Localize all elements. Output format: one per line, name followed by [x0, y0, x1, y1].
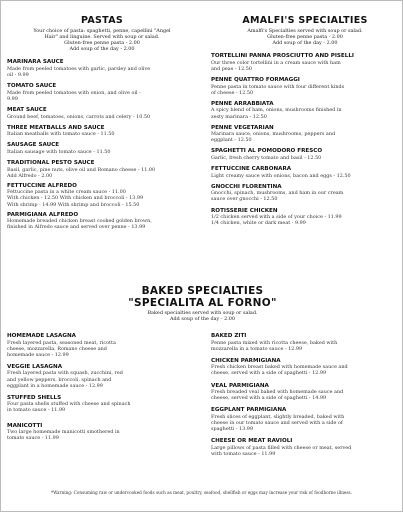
menu-item	[7, 183, 197, 208]
item-name: PENNE ARRABBIATA	[211, 100, 274, 107]
item-desc: homemade sauce - 12.99	[7, 351, 69, 358]
item-desc: zesty marinara - 12.50	[211, 113, 267, 120]
item-name: PARMIGIANA ALFREDO	[7, 211, 79, 218]
food-safety-warning: *Warning: Consuming raw or undercooked foods such as meat, poultry, seafood, shellfish or eggs may increase your risk of foodborne illness.	[50, 490, 352, 495]
menu-item	[7, 125, 197, 138]
item-name: MEAT SAUCE	[7, 106, 47, 113]
item-desc: Fresh slices of eggplant, slightly breaded, baked with	[211, 413, 345, 420]
pastas-intro-line: Gluten-free penne pasta - 2.00	[64, 40, 140, 47]
item-desc: eggplant - 12.50	[211, 137, 252, 144]
item-name: FETTUCCINE CARBONARA	[211, 166, 292, 173]
item-name: THREE MEATBALLS AND SAUCE	[7, 124, 105, 131]
item-desc: 1/4 chicken, white or dark meat - 9.99	[211, 220, 306, 227]
item-desc: Made from peeled tomatoes with garlic, parsley and olive	[7, 65, 151, 72]
menu-item	[211, 383, 401, 402]
item-name: SAUSAGE SAUCE	[7, 142, 60, 149]
specialties-intro-line: Add soup of the day - 2.00	[272, 40, 338, 47]
menu-item	[211, 208, 399, 227]
baked-title: BAKED SPECIALTIES	[141, 285, 264, 297]
item-desc: Ground beef, tomatoes, onions, carrots and celery - 10.50	[7, 113, 151, 120]
item-desc: sauce over gnocchi - 12.50	[211, 196, 278, 203]
menu-item	[7, 142, 197, 155]
specialties-title: AMALFI'S SPECIALTIES	[242, 15, 368, 26]
item-desc: and yellow peppers, broccoli, spinach and	[7, 376, 112, 383]
item-name: MANICOTTI	[7, 422, 43, 429]
menu-item	[211, 53, 399, 72]
menu-item	[7, 395, 199, 414]
specialties-intro	[211, 28, 399, 46]
item-desc: finished in Alfredo sauce and served over penne - 13.99	[7, 224, 146, 231]
specialties-intro-line: Amalfi's Specialties served with soup or salad.	[247, 28, 363, 34]
item-name: ROTISSERIE CHICKEN	[211, 207, 278, 214]
item-desc: Italian sausage with tomato sauce - 11.50	[7, 148, 111, 155]
item-desc: Two large homemade manicotti smothered in	[7, 429, 120, 436]
menu-item	[211, 148, 399, 161]
menu-item	[211, 101, 399, 120]
item-desc: with tomato sauce - 11.99	[211, 450, 276, 457]
item-desc: Penne pasta in tomato sauce with four different kinds	[211, 83, 345, 90]
item-desc: Homemade breaded chicken breast cooked golden brown,	[7, 218, 152, 225]
item-name: BAKED ZITI	[211, 333, 247, 339]
item-desc: Italian meatballs with tomato sauce - 11.50	[7, 131, 115, 138]
item-desc: Light creamy sauce with onions, bacon and eggs - 12.50	[211, 172, 351, 179]
baked-right-list	[211, 333, 401, 457]
item-name: VEAL PARMIGIANA	[211, 382, 269, 389]
item-name: PENNE VEGETARIAN	[211, 124, 274, 131]
pastas-list	[7, 59, 197, 230]
item-desc: eggplant in a homemade sauce - 12.99	[7, 382, 103, 389]
item-desc: Made from peeled tomatoes with onion, and olive oil -	[7, 89, 141, 96]
item-name: EGGPLANT PARMIGIANA	[211, 407, 287, 414]
item-desc: Penne pasta mixed with ricotta cheese, baked with	[211, 339, 338, 346]
menu-item	[7, 83, 197, 102]
pastas-section	[7, 15, 197, 230]
item-desc: Add Alfredo - 2.00	[7, 172, 53, 179]
item-desc: Fresh chicken breast baked with homemade sauce and	[211, 364, 348, 371]
item-name: FETTUCCINE ALFREDO	[7, 182, 77, 189]
item-name: TORTELLINI PANNA PROSCIUTTO AND PISELLI	[211, 53, 354, 60]
item-desc: cheese in our tomato sauce and served with a side of	[211, 420, 343, 427]
item-desc: Marinara sauce, onions, mushrooms, peppers and	[211, 131, 336, 138]
item-desc: tomato sauce - 11.99	[7, 435, 59, 442]
item-desc: of cheese - 12.50	[211, 89, 254, 96]
item-name: VEGGIE LASAGNA	[7, 363, 63, 370]
item-name: STUFFED SHELLS	[7, 394, 62, 401]
item-desc: Fresh breaded veal baked with homemade sauce and	[211, 389, 344, 396]
menu-item	[211, 77, 399, 96]
item-desc: cheese, mozzarella, Romano cheese and	[7, 345, 107, 352]
item-desc: cheese, served with a side of spaghetti - 12.99	[211, 370, 327, 377]
baked-intro-line: Baked specialties served with soup or salad.	[147, 310, 258, 316]
item-desc: mozzarella in a tomato sauce - 12.99	[211, 345, 303, 352]
item-desc: Fresh layered pasta with squash, zucchini, red	[7, 370, 123, 377]
item-desc: cheese, served with a side of spaghetti - 14.99	[211, 395, 327, 402]
item-desc: A spicy blend of ham, onions, mushrooms finished in	[211, 107, 342, 114]
specialties-list	[211, 53, 399, 226]
item-desc: and peas - 12.50	[211, 65, 252, 72]
menu-item	[211, 125, 399, 144]
item-desc: Fresh layered pasta, seasoned meat, ricotta	[7, 339, 116, 346]
menu-item	[7, 160, 197, 179]
menu-item	[211, 438, 401, 457]
item-desc: Fettuccine pasta in a white cream sauce - 11.00	[7, 189, 126, 196]
menu-item	[211, 166, 399, 179]
menu-item	[211, 407, 401, 432]
menu-item	[211, 184, 399, 203]
menu-item	[7, 212, 197, 231]
specialties-section	[211, 15, 399, 226]
item-desc: Gnocchi, spinach, mushrooms, and ham in our cream	[211, 190, 344, 197]
baked-left-list	[7, 333, 199, 441]
item-desc: With chicken - 12.50 With chicken and broccoli - 13.99	[7, 195, 144, 202]
baked-intro	[1, 310, 403, 322]
item-desc: in tomato sauce - 11.99	[7, 407, 66, 414]
menu-item	[7, 59, 197, 78]
item-name: CHEESE OR MEAT RAVIOLI	[211, 438, 293, 445]
item-desc: spaghetti - 13.99	[211, 426, 253, 433]
menu-item	[211, 358, 401, 377]
specialties-intro-line: Gluten-free penne pasta - 2.00	[267, 34, 343, 41]
item-name: TOMATO SAUCE	[7, 83, 57, 90]
pastas-intro-line: Your choice of pasta: spaghetti, penne, capellini "Angel	[33, 28, 171, 34]
item-desc: oil - 9.99	[7, 72, 29, 79]
item-desc: Garlic, fresh cherry tomato and basil - 12.50	[211, 155, 322, 161]
item-name: HOMEMADE LASAGNA	[7, 333, 76, 339]
baked-intro-line: Add soup of the day - 2.00	[170, 316, 235, 323]
pastas-intro	[7, 28, 197, 52]
item-name: MARINARA SAUCE	[7, 59, 64, 66]
menu-item	[7, 423, 199, 442]
item-desc: 1/2 chicken served with a side of your choice - 11.99	[211, 214, 342, 221]
item-desc: With shrimp - 14.99 With shrimp and broccoli - 15.50	[7, 201, 140, 208]
menu-item	[7, 364, 199, 389]
menu-item	[7, 333, 199, 358]
item-name: SPAGHETTI AL POMODORO FRESCO	[211, 148, 323, 155]
baked-section-header	[1, 285, 403, 322]
item-name: TRADITIONAL PESTO SAUCE	[7, 160, 95, 166]
item-desc: 9.99	[7, 95, 18, 102]
item-name: CHICKEN PARMIGIANA	[211, 357, 281, 364]
pastas-intro-line: Add soup of the day - 2.00	[69, 46, 135, 53]
pastas-intro-line: Hair" and linguine. Served with soup or salad.	[44, 34, 160, 41]
item-name: PENNE QUATTRO FORMAGGI	[211, 77, 300, 84]
item-desc: Basil, garlic, pine nuts, olive oil and Romano cheese - 11.00	[7, 166, 156, 173]
item-name: GNOCCHI FLORENTINA	[211, 183, 282, 190]
item-desc: Large pillows of pasta filled with cheese or meat, served	[211, 444, 352, 451]
pastas-title: PASTAS	[80, 15, 124, 26]
item-desc: Four pasta shells stuffed with cheese and spinach	[7, 401, 131, 408]
baked-subtitle: "SPECIALITA AL FORNO"	[128, 297, 277, 309]
menu-item	[7, 107, 197, 120]
menu-item	[211, 333, 401, 352]
item-desc: Our three color tortellini in a cream sauce with ham	[211, 59, 341, 66]
